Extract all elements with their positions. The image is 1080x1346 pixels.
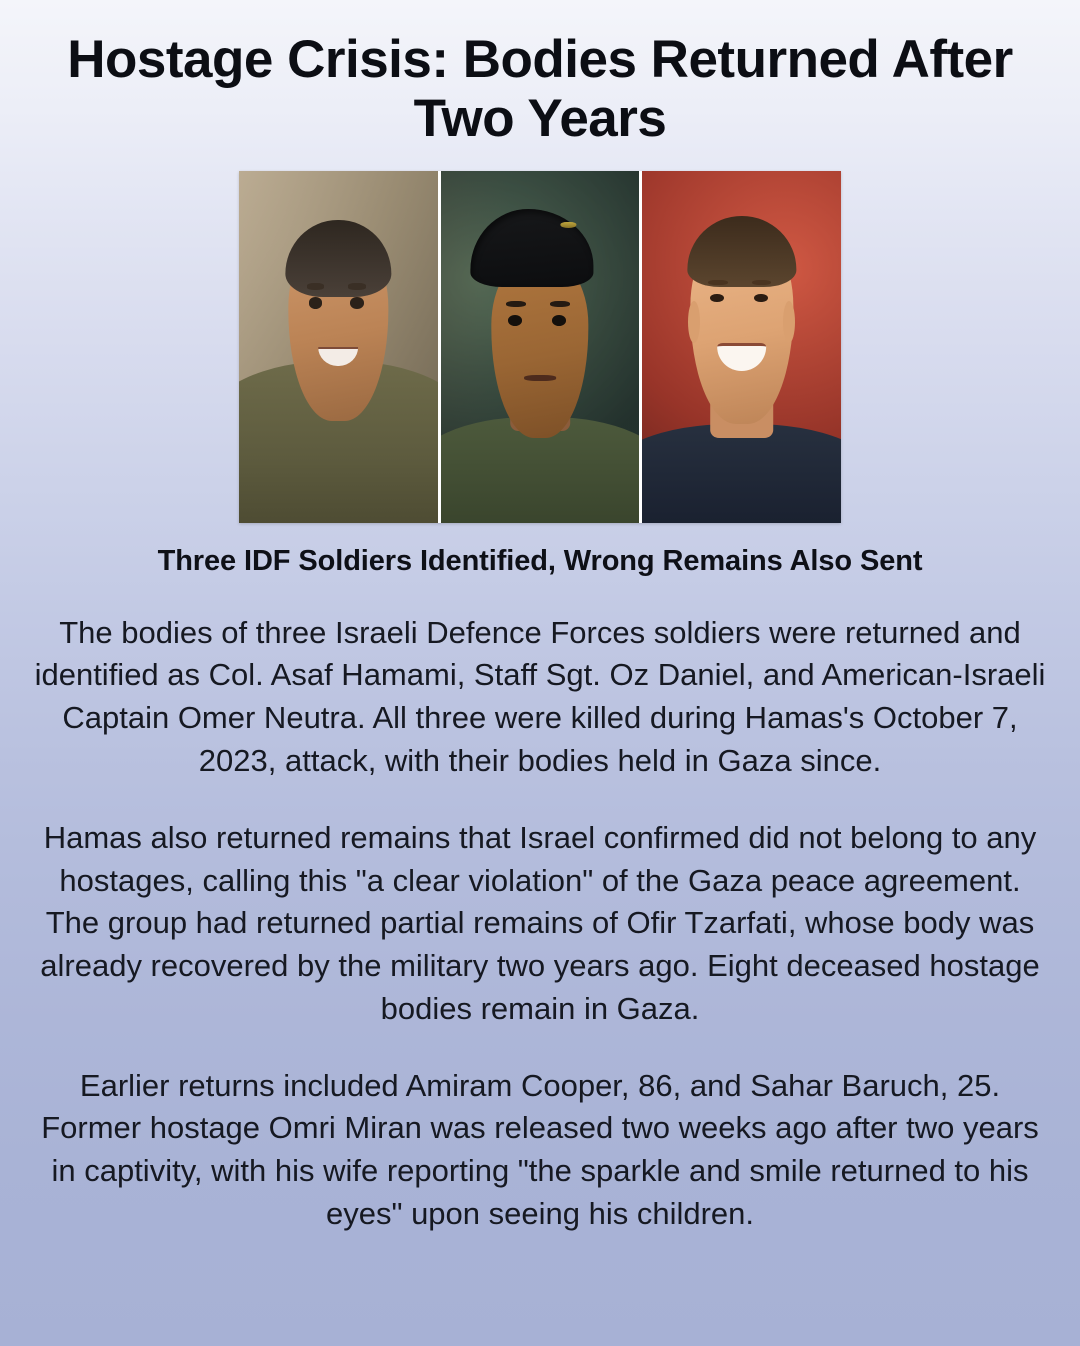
portrait-omer-neutra (642, 171, 841, 523)
page-title: Hostage Crisis: Bodies Returned After Two Years (67, 30, 1013, 149)
beret-badge-icon (560, 222, 576, 228)
eye-right (552, 315, 566, 326)
shirt-shape (642, 424, 841, 523)
paragraph-2: Hamas also returned remains that Israel confirmed did not belong to any hostages, calling this "a clear violation" of the Gaza peace agreement. The group had returned partial remains of Ofir Tzarfati, whose body was already recovered by the military two years ago. Eight deceased hostage bodies remain in Gaza. (40, 819, 1040, 1026)
subheadline: Three IDF Soldiers Identified, Wrong Remains Also Sent (157, 544, 923, 577)
eye-left (309, 297, 323, 308)
paragraph-3: Earlier returns included Amiram Cooper, 86, and Sahar Baruch, 25. Former hostage Omri Miran was released two weeks ago after two years in captivity, with his wife reporting "the sparkle and smile returned to his eyes" upon seeing his children. (41, 1067, 1039, 1231)
mouth-shape (524, 375, 556, 381)
eyebrow-right (550, 301, 570, 307)
portrait-oz-daniel (441, 171, 640, 523)
article-body (30, 612, 1050, 1236)
ear-left (688, 301, 700, 343)
eye-left (508, 315, 522, 326)
eye-right (350, 297, 364, 308)
paragraph-1: The bodies of three Israeli Defence Forces soldiers were returned and identified as Col. Asaf Hamami, Staff Sgt. Oz Daniel, and American-Israeli Captain Omer Neutra. All three were killed during Hamas's October 7, 2023, attack, with their bodies held in Gaza since. (34, 614, 1046, 779)
eye-right (754, 294, 768, 302)
eyebrow-left (307, 283, 325, 289)
portrait-asaf-hamami (239, 171, 438, 523)
eyebrow-right (348, 283, 366, 289)
portrait-strip (239, 171, 841, 523)
eyebrow-left (506, 301, 526, 307)
